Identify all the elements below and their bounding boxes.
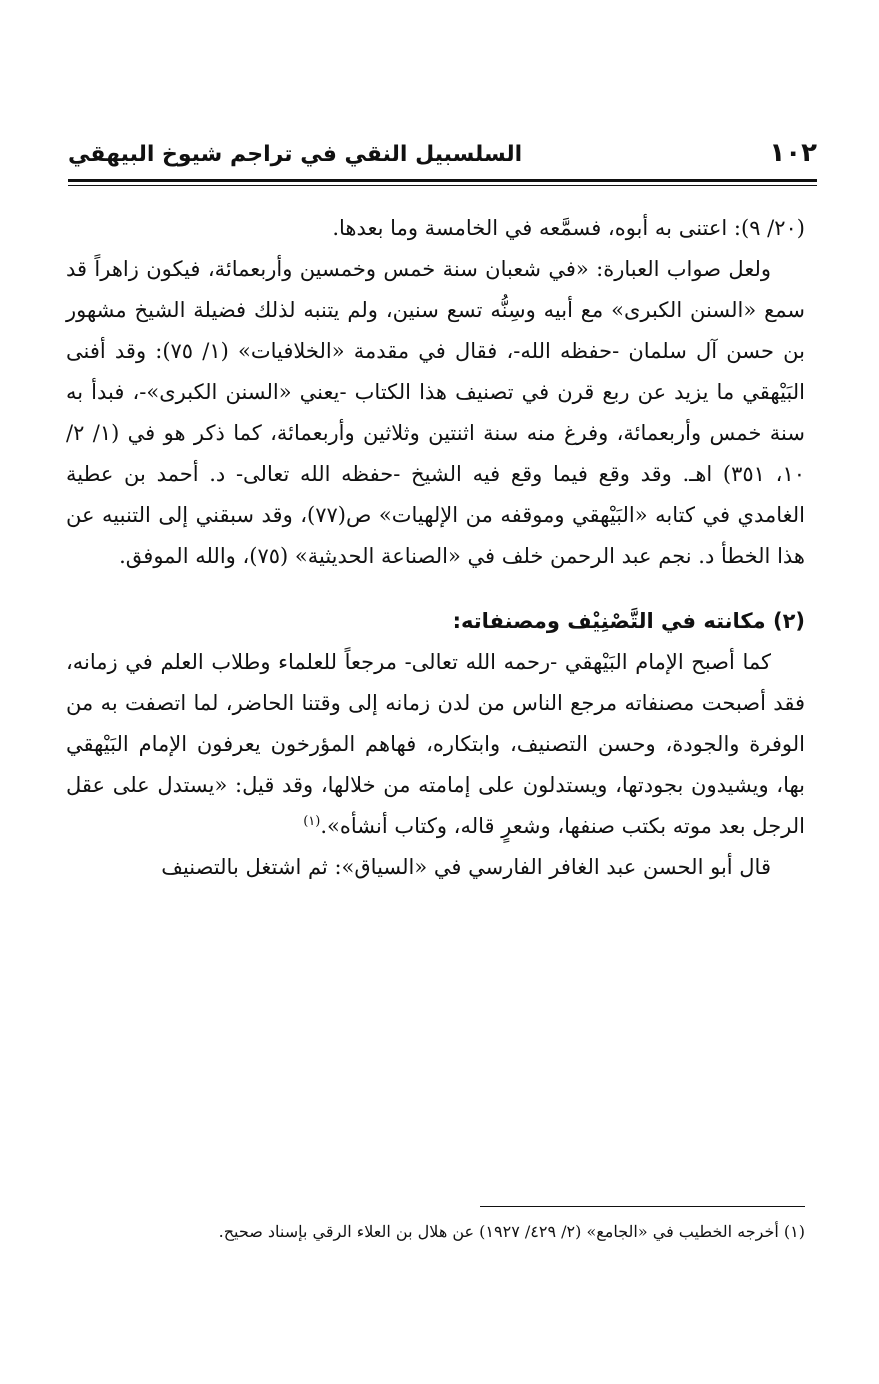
footnote-rule bbox=[480, 1206, 805, 1207]
header-rule-thin bbox=[68, 185, 817, 186]
book-title: السلسبيل النقي في تراجم شيوخ البيهقي bbox=[68, 142, 523, 167]
paragraph-3 bbox=[66, 642, 805, 847]
footnote: (١) أخرجه الخطيب في «الجامع» (٢/ ٤٢٩/ ١٩٢٧) عن هلال بن العلاء الرقي بإسناد صحيح. bbox=[218, 1222, 805, 1241]
running-header bbox=[68, 138, 817, 174]
paragraph-1: (٢٠/ ٩): اعتنى به أبوه، فسمَّعه في الخامسة وما بعدها. bbox=[332, 216, 805, 240]
footnote-reference: (١) bbox=[303, 814, 321, 829]
main-text bbox=[66, 208, 805, 888]
paragraph-2: ولعل صواب العبارة: «في شعبان سنة خمس وخمسين وأربعمائة، فيكون زاهراً قد سمع «السنن الكبرى» مع أبيه وسِنُّه تسع سنين، ولم يتنبه لذلك فضيلة الشيخ مشهور بن حسن آل سلمان -حفظه الله-، فقال في مقدمة «الخلافيات» (١/ ٧٥): وقد أفنى البَيْهقي ما يزيد عن ربع قرن في تصنيف هذا الكتاب -يعني «السنن الكبرى»-، فبدأ به سنة خمس وأربعمائة، وفرغ منه سنة اثنتين وثلاثين وأربعمائة، كما ذكر هو في (١/ ٢/ ١٠، ٣٥١) اهـ. وقد وقع فيما وقع فيه الشيخ -حفظه الله تعالى- د. أحمد بن عطية الغامدي في كتابه «البَيْهقي وموقفه من الإلهيات» ص(٧٧)، وقد سبقني إلى التنبيه عن هذا الخطأ د. نجم عبد الرحمن خلف في «الصناعة الحديثية» (٧٥)، والله الموفق. bbox=[66, 257, 805, 568]
section-heading: (٢) مكانته في التَّصْنِيْف ومصنفاته: bbox=[452, 609, 805, 633]
paragraph-3-text: كما أصبح الإمام البَيْهقي -رحمه الله تعالى- مرجعاً للعلماء وطلاب العلم في زمانه، فقد أصبحت مصنفاته مرجع الناس من لدن زمانه إلى وقتنا الحاضر، لما اتصفت به من الوفرة والجودة، وحسن التصنيف، وابتكاره، فهاهم المؤرخون يعرفون الإمام البَيْهقي بها، ويشيدون بجودتها، ويستدلون على إمامته من خلالها، وقد قيل: «يستدل على عقل الرجل بعد موته بكتب صنفها، وشعرٍ قاله، وكتاب أنشأه». bbox=[66, 650, 805, 838]
paragraph-4: قال أبو الحسن عبد الغافر الفارسي في «السياق»: ثم اشتغل بالتصنيف bbox=[161, 855, 771, 879]
page-number: ١٠٢ bbox=[769, 138, 817, 168]
header-rule-thick bbox=[68, 179, 817, 182]
